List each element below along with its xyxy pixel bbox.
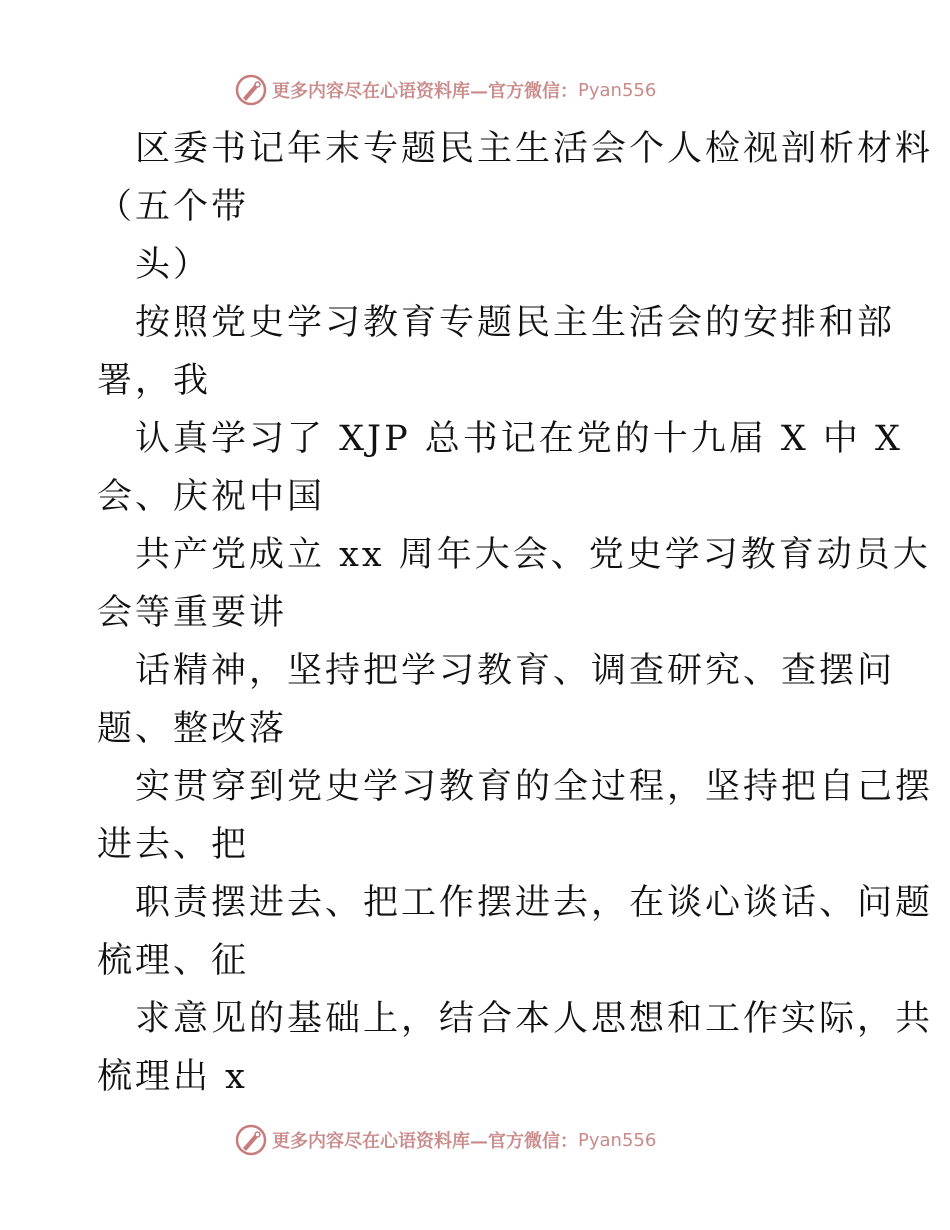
footer-watermark [234, 1120, 656, 1160]
doc-line: 会、庆祝中国 [97, 477, 326, 517]
doc-line: 按照党史学习教育专题民主生活会的安排和部 [135, 303, 896, 343]
watermark-text: 更多内容尽在心语资料库—官方微信： [272, 1131, 578, 1152]
doc-line: 区委书记年末专题民主生活会个人检视剖析材料 [135, 129, 934, 169]
watermark-text: 更多内容尽在心语资料库—官方微信： [272, 81, 578, 102]
header-watermark [234, 70, 656, 110]
doc-line: （五个带 [97, 187, 250, 227]
document-body [97, 120, 934, 1106]
doc-line: 梳理出 x [97, 1057, 248, 1097]
doc-line: 进去、把 [97, 825, 250, 865]
doc-line: 会等重要讲 [97, 593, 288, 633]
doc-line: 求意见的基础上，结合本人思想和工作实际，共 [135, 999, 934, 1039]
pen-logo-icon [234, 73, 268, 107]
doc-line: 头） [135, 245, 212, 285]
doc-line: 共产党成立 xx 周年大会、党史学习教育动员大 [135, 535, 931, 575]
doc-line: 实贯穿到党史学习教育的全过程，坚持把自己摆 [135, 767, 934, 807]
doc-line: 话精神，坚持把学习教育、调查研究、查摆问 [135, 651, 896, 691]
watermark-contact: Pyan556 [578, 1129, 657, 1151]
doc-line: 职责摆进去、把工作摆进去，在谈心谈话、问题 [135, 883, 934, 923]
doc-line: 认真学习了 XJP 总书记在党的十九届 X 中 X [135, 419, 903, 459]
doc-line: 题、整改落 [97, 709, 288, 749]
doc-line: 梳理、征 [97, 941, 250, 981]
watermark-contact: Pyan556 [578, 79, 657, 101]
doc-line: 署，我 [97, 361, 212, 401]
pen-logo-icon [234, 1123, 268, 1157]
